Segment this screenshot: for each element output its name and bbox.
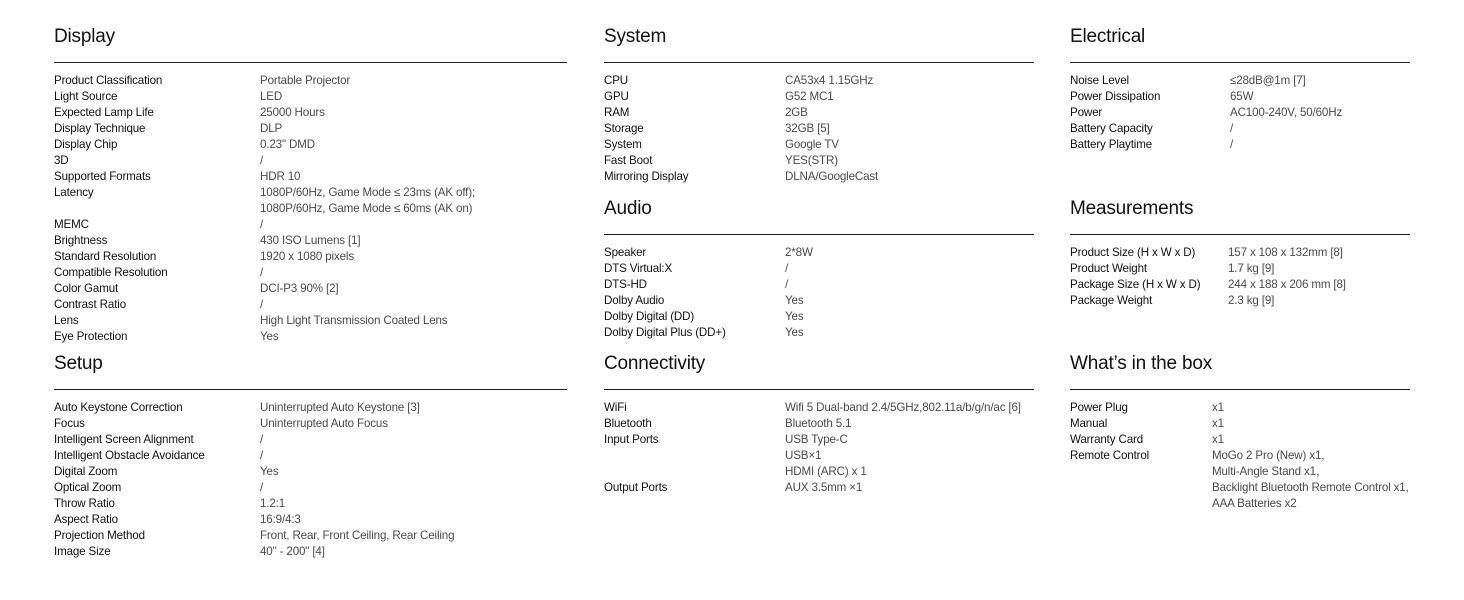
- spec-value: [785, 309, 1034, 325]
- spec-label: Standard Resolution: [54, 250, 157, 263]
- spec-row: [54, 105, 567, 121]
- spec-value: [260, 217, 567, 233]
- display-heading: Display: [54, 26, 115, 47]
- spec-value-line: MoGo 2 Pro (New) x1,: [1212, 449, 1325, 462]
- spec-value: [785, 245, 1034, 261]
- spec-label: Speaker: [604, 246, 647, 259]
- spec-value: [1230, 73, 1410, 89]
- spec-row: [604, 245, 1034, 261]
- spec-row: [54, 432, 567, 448]
- spec-value: [260, 137, 567, 153]
- spec-value: [260, 73, 567, 89]
- spec-label: Bluetooth: [604, 417, 652, 430]
- audio-spec-list: [604, 245, 1034, 341]
- spec-value-line: 2.3 kg [9]: [1228, 294, 1275, 307]
- spec-value: [1212, 416, 1410, 432]
- spec-row: [54, 313, 567, 329]
- spec-row: [54, 153, 567, 169]
- spec-label: Output Ports: [604, 481, 668, 494]
- spec-value-line: x1: [1212, 417, 1224, 430]
- spec-value: [785, 261, 1034, 277]
- spec-value: [785, 105, 1034, 121]
- spec-value: [260, 496, 567, 512]
- whats-in-the-box-divider: [1070, 389, 1410, 390]
- spec-row: [54, 217, 567, 233]
- spec-label: Display Chip: [54, 138, 118, 151]
- spec-value-line: Yes: [260, 330, 279, 343]
- spec-value-line: x1: [1212, 433, 1224, 446]
- spec-label: Product Size (H x W x D): [1070, 246, 1196, 259]
- spec-value: [785, 325, 1034, 341]
- spec-label: Intelligent Obstacle Avoidance: [54, 449, 205, 462]
- spec-row: [1070, 448, 1410, 512]
- spec-label: Focus: [54, 417, 85, 430]
- spec-label: Digital Zoom: [54, 465, 118, 478]
- spec-row: [1070, 432, 1410, 448]
- audio-section: [604, 197, 1034, 341]
- spec-row: [604, 325, 1034, 341]
- spec-value-line: 25000 Hours: [260, 106, 325, 119]
- connectivity-section: [604, 352, 1034, 496]
- spec-label: Brightness: [54, 234, 108, 247]
- spec-label: Intelligent Screen Alignment: [54, 433, 194, 446]
- spec-label: Lens: [54, 314, 79, 327]
- spec-value: [1230, 89, 1410, 105]
- spec-value: [260, 265, 567, 281]
- spec-value-line: 1.7 kg [9]: [1228, 262, 1275, 275]
- spec-label: Battery Capacity: [1070, 122, 1153, 135]
- spec-value-line: 430 ISO Lumens [1]: [260, 234, 361, 247]
- setup-section: [54, 352, 567, 560]
- spec-row: [54, 169, 567, 185]
- spec-value-line: 244 x 188 x 206 mm [8]: [1228, 278, 1346, 291]
- spec-value-line: AUX 3.5mm ×1: [785, 481, 863, 494]
- spec-value: [785, 169, 1034, 185]
- spec-row: [54, 480, 567, 496]
- spec-value: [260, 329, 567, 345]
- spec-value: [260, 528, 567, 544]
- spec-row: [604, 309, 1034, 325]
- spec-label: DTS-HD: [604, 278, 647, 291]
- spec-label: Battery Playtime: [1070, 138, 1153, 151]
- display-section: [54, 25, 567, 345]
- spec-row: [54, 416, 567, 432]
- spec-row: [54, 400, 567, 416]
- spec-row: [1070, 121, 1410, 137]
- spec-value-line: 1080P/60Hz, Game Mode ≤ 23ms (AK off);: [260, 186, 476, 199]
- spec-label: Warranty Card: [1070, 433, 1143, 446]
- spec-label: System: [604, 138, 642, 151]
- spec-value-line: /: [260, 218, 264, 231]
- spec-label: Auto Keystone Correction: [54, 401, 183, 414]
- audio-heading: Audio: [604, 198, 652, 219]
- spec-value: [260, 105, 567, 121]
- spec-row: [54, 185, 567, 217]
- spec-row: [54, 137, 567, 153]
- spec-value-line: AAA Batteries x2: [1212, 497, 1297, 510]
- spec-value-line: Multi-Angle Stand x1，: [1212, 465, 1328, 478]
- spec-row: [54, 544, 567, 560]
- spec-value: [260, 448, 567, 464]
- spec-value: [260, 480, 567, 496]
- spec-label: Package Size (H x W x D): [1070, 278, 1201, 291]
- spec-label: Aspect Ratio: [54, 513, 118, 526]
- measurements-section: [1070, 197, 1410, 309]
- spec-value: [260, 121, 567, 137]
- spec-label: Package Weight: [1070, 294, 1153, 307]
- spec-value: [785, 432, 1034, 480]
- spec-label: Power: [1070, 106, 1103, 119]
- spec-label: Contrast Ratio: [54, 298, 127, 311]
- measurements-spec-list: [1070, 245, 1410, 309]
- spec-value: [785, 89, 1034, 105]
- spec-row: [604, 416, 1034, 432]
- spec-value: [785, 153, 1034, 169]
- spec-row: [604, 480, 1034, 496]
- spec-value: [785, 416, 1034, 432]
- system-spec-list: [604, 73, 1034, 185]
- spec-label: Storage: [604, 122, 644, 135]
- spec-value-line: Yes: [260, 465, 279, 478]
- spec-row: [1070, 277, 1410, 293]
- spec-value: [1212, 448, 1410, 512]
- spec-value-line: Wifi 5 Dual-band 2.4/5GHz,802.11a/b/g/n/ac [6]: [785, 401, 1021, 414]
- spec-value-line: Portable Projector: [260, 74, 351, 87]
- spec-value-line: /: [1230, 138, 1234, 151]
- spec-value-line: x1: [1212, 401, 1224, 414]
- spec-value: [785, 277, 1034, 293]
- spec-value: [785, 480, 1034, 496]
- spec-label: 3D: [54, 154, 69, 167]
- spec-label: Supported Formats: [54, 170, 151, 183]
- display-divider: [54, 62, 567, 63]
- spec-value-line: 157 x 108 x 132mm [8]: [1228, 246, 1343, 259]
- spec-label: RAM: [604, 106, 630, 119]
- spec-value-line: AC100-240V, 50/60Hz: [1230, 106, 1343, 119]
- spec-row: [54, 73, 567, 89]
- spec-row: [54, 448, 567, 464]
- setup-divider: [54, 389, 567, 390]
- spec-value-line: Google TV: [785, 138, 839, 151]
- spec-value: [260, 416, 567, 432]
- spec-value: [260, 281, 567, 297]
- spec-value: [1230, 137, 1410, 153]
- spec-value-line: Bluetooth 5.1: [785, 417, 852, 430]
- spec-label: Fast Boot: [604, 154, 653, 167]
- spec-row: [604, 121, 1034, 137]
- spec-label: Compatible Resolution: [54, 266, 168, 279]
- spec-value: [260, 89, 567, 105]
- spec-value: [1228, 261, 1410, 277]
- spec-value-line: Uninterrupted Auto Focus: [260, 417, 388, 430]
- spec-row: [604, 277, 1034, 293]
- spec-label: GPU: [604, 90, 629, 103]
- spec-value-line: Yes: [785, 294, 804, 307]
- spec-row: [1070, 245, 1410, 261]
- spec-row: [604, 169, 1034, 185]
- spec-label: Product Classification: [54, 74, 163, 87]
- spec-value: [260, 249, 567, 265]
- spec-value-line: 2*8W: [785, 246, 813, 259]
- spec-value-line: /: [1230, 122, 1234, 135]
- spec-value: [260, 432, 567, 448]
- spec-label: Manual: [1070, 417, 1108, 430]
- spec-value-line: 1.2:1: [260, 497, 286, 510]
- spec-row: [604, 89, 1034, 105]
- spec-value-line: High Light Transmission Coated Lens: [260, 314, 448, 327]
- spec-value: [260, 169, 567, 185]
- whats-in-the-box-list: [1070, 400, 1410, 512]
- spec-label: Light Source: [54, 90, 118, 103]
- electrical-spec-list: [1070, 73, 1410, 153]
- display-spec-list: [54, 73, 567, 345]
- spec-label: Color Gamut: [54, 282, 119, 295]
- spec-label: Eye Protection: [54, 330, 128, 343]
- spec-row: [1070, 261, 1410, 277]
- spec-value: [1228, 277, 1410, 293]
- spec-row: [54, 281, 567, 297]
- spec-row: [604, 400, 1034, 416]
- spec-value: [1230, 121, 1410, 137]
- spec-value-line: HDR 10: [260, 170, 301, 183]
- system-heading: System: [604, 26, 667, 47]
- electrical-divider: [1070, 62, 1410, 63]
- spec-label: Display Technique: [54, 122, 146, 135]
- spec-label: Dolby Digital (DD): [604, 310, 695, 323]
- spec-row: [54, 297, 567, 313]
- electrical-section: [1070, 25, 1410, 153]
- spec-value: [260, 313, 567, 329]
- spec-row: [54, 329, 567, 345]
- spec-label: Noise Level: [1070, 74, 1129, 87]
- measurements-divider: [1070, 234, 1410, 235]
- spec-value: [260, 512, 567, 528]
- spec-label: Product Weight: [1070, 262, 1147, 275]
- spec-value-line: 16:9/4:3: [260, 513, 301, 526]
- spec-value-line: USB×1: [785, 449, 822, 462]
- spec-value: [1212, 400, 1410, 416]
- spec-row: [54, 528, 567, 544]
- spec-row: [1070, 293, 1410, 309]
- spec-value: [1228, 245, 1410, 261]
- spec-row: [604, 137, 1034, 153]
- spec-row: [604, 153, 1034, 169]
- spec-value-line: 2GB: [785, 106, 808, 119]
- spec-row: [1070, 400, 1410, 416]
- audio-divider: [604, 234, 1034, 235]
- spec-label: Expected Lamp Life: [54, 106, 154, 119]
- setup-heading: Setup: [54, 353, 103, 374]
- spec-label: MEMC: [54, 218, 89, 231]
- spec-value-line: Uninterrupted Auto Keystone [3]: [260, 401, 420, 414]
- spec-value: [260, 464, 567, 480]
- spec-row: [1070, 89, 1410, 105]
- connectivity-heading: Connectivity: [604, 353, 706, 374]
- spec-value-line: DLP: [260, 122, 283, 135]
- spec-value-line: Front, Rear, Front Ceiling, Rear Ceiling: [260, 529, 455, 542]
- spec-value-line: /: [260, 449, 264, 462]
- spec-value-line: 40" - 200" [4]: [260, 545, 325, 558]
- whats-in-the-box-heading: What’s in the box: [1070, 353, 1212, 374]
- spec-row: [54, 496, 567, 512]
- spec-row: [54, 233, 567, 249]
- spec-value: [1212, 432, 1410, 448]
- spec-value-line: ≤28dB@1m [7]: [1230, 74, 1306, 87]
- spec-value: [785, 73, 1034, 89]
- spec-value-line: Yes: [785, 310, 804, 323]
- spec-value-line: /: [785, 262, 789, 275]
- spec-value-line: USB Type-C: [785, 433, 848, 446]
- spec-value-line: /: [260, 481, 264, 494]
- spec-row: [604, 73, 1034, 89]
- spec-row: [1070, 73, 1410, 89]
- electrical-heading: Electrical: [1070, 26, 1146, 47]
- spec-value: [260, 297, 567, 313]
- spec-value-line: /: [260, 266, 264, 279]
- spec-value-line: CA53x4 1.15GHz: [785, 74, 874, 87]
- spec-value: [260, 185, 567, 217]
- spec-value: [785, 137, 1034, 153]
- spec-value-line: Yes: [785, 326, 804, 339]
- spec-value-line: /: [260, 298, 264, 311]
- spec-label: Remote Control: [1070, 449, 1150, 462]
- spec-row: [54, 249, 567, 265]
- spec-value: [260, 233, 567, 249]
- spec-value: [260, 544, 567, 560]
- spec-row: [1070, 105, 1410, 121]
- spec-label: Power Dissipation: [1070, 90, 1161, 103]
- spec-value-line: 0.23" DMD: [260, 138, 315, 151]
- setup-spec-list: [54, 400, 567, 560]
- spec-value-line: 1080P/60Hz, Game Mode ≤ 60ms (AK on): [260, 202, 473, 215]
- spec-value: [785, 121, 1034, 137]
- spec-value-line: /: [260, 433, 264, 446]
- system-divider: [604, 62, 1034, 63]
- spec-row: [604, 261, 1034, 277]
- spec-value-line: 1920 x 1080 pixels: [260, 250, 354, 263]
- spec-label: DTS Virtual:X: [604, 262, 673, 275]
- spec-label: Dolby Audio: [604, 294, 665, 307]
- system-section: [604, 25, 1034, 185]
- spec-value-line: Backlight Bluetooth Remote Control x1,: [1212, 481, 1409, 494]
- connectivity-divider: [604, 389, 1034, 390]
- spec-label: Image Size: [54, 545, 111, 558]
- spec-value-line: LED: [260, 90, 283, 103]
- spec-label: Power Plug: [1070, 401, 1128, 414]
- spec-value-line: 65W: [1230, 90, 1254, 103]
- measurements-heading: Measurements: [1070, 198, 1194, 219]
- spec-value-line: /: [260, 154, 264, 167]
- spec-row: [54, 464, 567, 480]
- spec-row: [1070, 416, 1410, 432]
- spec-row: [604, 293, 1034, 309]
- spec-value: [260, 400, 567, 416]
- spec-label: Latency: [54, 186, 94, 199]
- spec-value-line: HDMI (ARC) x 1: [785, 465, 867, 478]
- spec-row: [54, 121, 567, 137]
- spec-row: [54, 89, 567, 105]
- spec-value-line: /: [785, 278, 789, 291]
- whats-in-the-box-section: [1070, 352, 1410, 512]
- spec-value-line: G52 MC1: [785, 90, 834, 103]
- spec-label: CPU: [604, 74, 629, 87]
- spec-label: Input Ports: [604, 433, 659, 446]
- spec-label: Optical Zoom: [54, 481, 122, 494]
- spec-label: WiFi: [604, 401, 627, 414]
- spec-value: [260, 153, 567, 169]
- spec-value: [785, 400, 1034, 416]
- spec-label: Dolby Digital Plus (DD+): [604, 326, 726, 339]
- spec-label: Mirroring Display: [604, 170, 689, 183]
- connectivity-spec-list: [604, 400, 1034, 496]
- spec-row: [604, 432, 1034, 480]
- spec-value-line: 32GB [5]: [785, 122, 830, 135]
- spec-label: Projection Method: [54, 529, 145, 542]
- spec-value: [1230, 105, 1410, 121]
- spec-value-line: DCI-P3 90% [2]: [260, 282, 339, 295]
- spec-row: [54, 512, 567, 528]
- spec-value-line: DLNA/GoogleCast: [785, 170, 879, 183]
- spec-label: Throw Ratio: [54, 497, 115, 510]
- spec-row: [1070, 137, 1410, 153]
- spec-row: [604, 105, 1034, 121]
- spec-value: [785, 293, 1034, 309]
- spec-value: [1228, 293, 1410, 309]
- spec-row: [54, 265, 567, 281]
- spec-value-line: YES(STR): [785, 154, 838, 167]
